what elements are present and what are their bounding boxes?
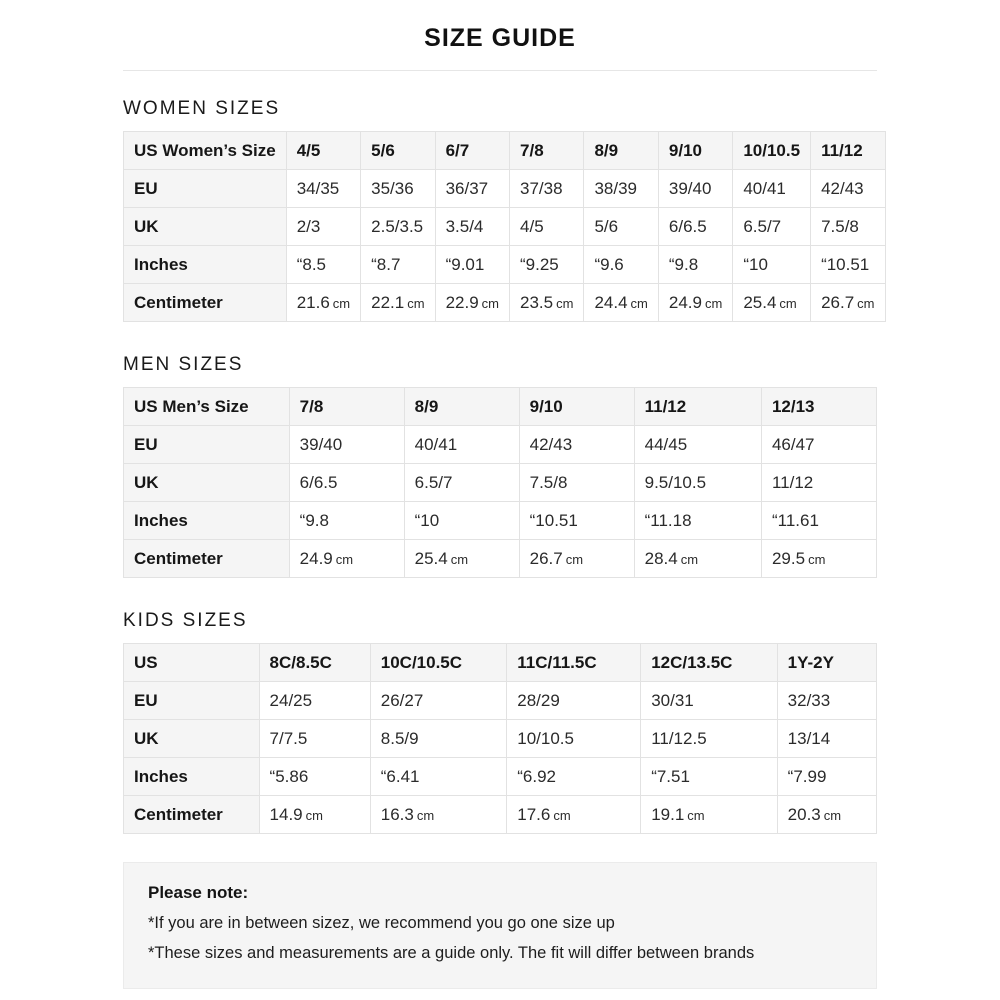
size-value-cell: “9.8: [658, 246, 732, 284]
size-value-cell: “10: [404, 502, 519, 540]
size-column-header: 8/9: [404, 388, 519, 426]
table-row: [124, 246, 886, 284]
row-label: Inches: [124, 502, 290, 540]
size-value-cell: 42/43: [519, 426, 634, 464]
size-value-cell: 7/7.5: [259, 720, 370, 758]
title-divider: [123, 70, 877, 71]
table-row: [124, 502, 877, 540]
unit-label: cm: [857, 295, 875, 311]
unit-label: cm: [450, 551, 469, 567]
unit-label: cm: [823, 807, 842, 823]
table-row: [124, 720, 877, 758]
size-value-cell: 35/36: [361, 170, 435, 208]
size-value-cell: 22.9 cm: [435, 284, 509, 322]
size-value-cell: 6.5/7: [404, 464, 519, 502]
table-row: [124, 284, 886, 322]
size-system-header: US Men’s Size: [124, 388, 290, 426]
size-value-cell: 21.6 cm: [286, 284, 360, 322]
table-row: [124, 208, 886, 246]
row-label: EU: [124, 170, 287, 208]
size-column-header: 9/10: [519, 388, 634, 426]
size-value-cell: 24.9 cm: [289, 540, 404, 578]
unit-label: cm: [553, 807, 571, 823]
size-value-cell: 37/38: [510, 170, 584, 208]
size-value-cell: 3.5/4: [435, 208, 509, 246]
size-value-cell: 6/6.5: [658, 208, 732, 246]
size-value-cell: 28.4 cm: [634, 540, 761, 578]
unit-label: cm: [332, 295, 351, 311]
row-label: Centimeter: [124, 796, 260, 834]
size-value-cell: “9.6: [584, 246, 658, 284]
size-value-cell: 7.5/8: [519, 464, 634, 502]
size-value-cell: “7.99: [777, 758, 876, 796]
unit-label: cm: [680, 551, 699, 567]
section-heading-men: MEN SIZES: [123, 354, 244, 375]
size-value-cell: “10.51: [519, 502, 634, 540]
size-value-cell: 26.7 cm: [519, 540, 634, 578]
row-label: EU: [124, 426, 290, 464]
size-value-cell: “6.92: [507, 758, 641, 796]
size-column-header: 10/10.5: [733, 132, 811, 170]
size-column-header: 6/7: [435, 132, 509, 170]
size-value-cell: 22.1 cm: [361, 284, 435, 322]
size-value-cell: “10.51: [811, 246, 885, 284]
size-system-header: US Women’s Size: [124, 132, 287, 170]
row-label: Centimeter: [124, 540, 290, 578]
size-value-cell: 26.7 cm: [811, 284, 885, 322]
table-header-row: [124, 644, 877, 682]
section-heading-women: WOMEN SIZES: [123, 98, 281, 119]
size-value-cell: 46/47: [761, 426, 876, 464]
size-value-cell: 24.9 cm: [658, 284, 732, 322]
unit-label: cm: [704, 295, 723, 311]
size-column-header: 8C/8.5C: [259, 644, 370, 682]
size-value-cell: 40/41: [404, 426, 519, 464]
size-value-cell: 25.4 cm: [404, 540, 519, 578]
size-value-cell: 8.5/9: [370, 720, 506, 758]
size-value-cell: 34/35: [286, 170, 360, 208]
kids-sizes-table: [123, 643, 877, 834]
table-row: [124, 464, 877, 502]
size-column-header: 8/9: [584, 132, 658, 170]
unit-label: cm: [556, 295, 574, 311]
table-header-row: [124, 132, 886, 170]
size-value-cell: 30/31: [641, 682, 777, 720]
row-label: Inches: [124, 246, 287, 284]
table-row: [124, 758, 877, 796]
note-line: *If you are in between sizez, we recommend you go one size up: [148, 914, 615, 932]
note-heading: Please note:: [148, 883, 249, 902]
size-value-cell: “6.41: [370, 758, 506, 796]
table-header-row: [124, 388, 877, 426]
note-line: *These sizes and measurements are a guide only. The fit will differ between brands: [148, 944, 755, 962]
size-value-cell: 26/27: [370, 682, 506, 720]
size-value-cell: 39/40: [658, 170, 732, 208]
note-lines: [148, 914, 852, 963]
size-value-cell: “7.51: [641, 758, 777, 796]
size-value-cell: “8.7: [361, 246, 435, 284]
table-row: [124, 426, 877, 464]
unit-label: cm: [687, 807, 705, 823]
size-value-cell: 40/41: [733, 170, 811, 208]
table-row: [124, 540, 877, 578]
unit-label: cm: [565, 551, 584, 567]
size-value-cell: “9.01: [435, 246, 509, 284]
size-column-header: 11/12: [634, 388, 761, 426]
size-value-cell: 11/12: [761, 464, 876, 502]
size-value-cell: “11.18: [634, 502, 761, 540]
size-value-cell: 29.5 cm: [761, 540, 876, 578]
unit-label: cm: [808, 551, 826, 567]
size-value-cell: “11.61: [761, 502, 876, 540]
row-label: UK: [124, 208, 287, 246]
size-value-cell: 36/37: [435, 170, 509, 208]
size-value-cell: 4/5: [510, 208, 584, 246]
table-row: [124, 682, 877, 720]
size-value-cell: 6.5/7: [733, 208, 811, 246]
size-value-cell: 44/45: [634, 426, 761, 464]
size-value-cell: 42/43: [811, 170, 885, 208]
size-value-cell: 6/6.5: [289, 464, 404, 502]
page-title: SIZE GUIDE: [424, 24, 576, 52]
size-value-cell: 7.5/8: [811, 208, 885, 246]
size-value-cell: 17.6 cm: [507, 796, 641, 834]
size-value-cell: 11/12.5: [641, 720, 777, 758]
size-column-header: 9/10: [658, 132, 732, 170]
unit-label: cm: [779, 295, 797, 311]
row-label: EU: [124, 682, 260, 720]
size-column-header: 7/8: [510, 132, 584, 170]
size-value-cell: 23.5 cm: [510, 284, 584, 322]
size-value-cell: 25.4 cm: [733, 284, 811, 322]
table-row: [124, 170, 886, 208]
men-sizes-table: [123, 387, 877, 578]
note-box: [123, 862, 877, 989]
size-value-cell: 13/14: [777, 720, 876, 758]
size-value-cell: 39/40: [289, 426, 404, 464]
size-value-cell: 2.5/3.5: [361, 208, 435, 246]
women-sizes-table: [123, 131, 886, 322]
size-column-header: 12C/13.5C: [641, 644, 777, 682]
size-value-cell: 16.3 cm: [370, 796, 506, 834]
size-value-cell: 28/29: [507, 682, 641, 720]
size-value-cell: “5.86: [259, 758, 370, 796]
unit-label: cm: [305, 807, 323, 823]
size-column-header: 11/12: [811, 132, 885, 170]
unit-label: cm: [630, 295, 648, 311]
size-value-cell: “9.8: [289, 502, 404, 540]
size-value-cell: 14.9 cm: [259, 796, 370, 834]
size-column-header: 5/6: [361, 132, 435, 170]
table-row: [124, 796, 877, 834]
size-column-header: 10C/10.5C: [370, 644, 506, 682]
unit-label: cm: [481, 295, 500, 311]
size-value-cell: “10: [733, 246, 811, 284]
size-column-header: 11C/11.5C: [507, 644, 641, 682]
size-value-cell: 24.4 cm: [584, 284, 658, 322]
size-column-header: 1Y-2Y: [777, 644, 876, 682]
size-value-cell: 32/33: [777, 682, 876, 720]
size-column-header: 4/5: [286, 132, 360, 170]
section-heading-kids: KIDS SIZES: [123, 610, 248, 631]
size-value-cell: 5/6: [584, 208, 658, 246]
size-value-cell: 2/3: [286, 208, 360, 246]
row-label: UK: [124, 720, 260, 758]
size-value-cell: 10/10.5: [507, 720, 641, 758]
size-value-cell: 20.3 cm: [777, 796, 876, 834]
unit-label: cm: [407, 295, 425, 311]
size-value-cell: 24/25: [259, 682, 370, 720]
size-column-header: 12/13: [761, 388, 876, 426]
row-label: Centimeter: [124, 284, 287, 322]
unit-label: cm: [335, 551, 354, 567]
size-value-cell: 19.1 cm: [641, 796, 777, 834]
size-value-cell: “9.25: [510, 246, 584, 284]
size-column-header: 7/8: [289, 388, 404, 426]
row-label: UK: [124, 464, 290, 502]
unit-label: cm: [416, 807, 435, 823]
size-value-cell: “8.5: [286, 246, 360, 284]
size-system-header: US: [124, 644, 260, 682]
row-label: Inches: [124, 758, 260, 796]
size-value-cell: 38/39: [584, 170, 658, 208]
size-value-cell: 9.5/10.5: [634, 464, 761, 502]
